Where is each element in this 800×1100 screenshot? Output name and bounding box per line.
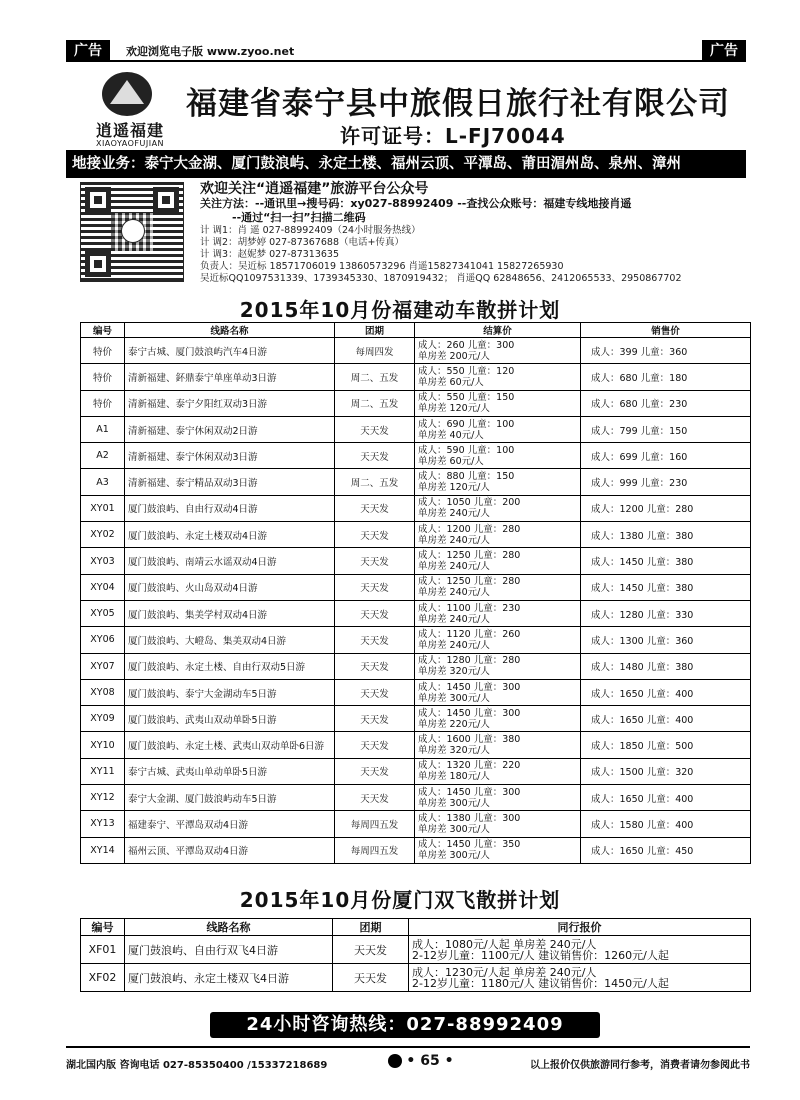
sell-price: 成人：1850 儿童：500 xyxy=(581,732,751,758)
route-code: XY14 xyxy=(81,837,125,863)
route-dates: 周二、五发 xyxy=(335,390,415,416)
route-code: XF01 xyxy=(81,936,125,964)
net-price-line: 成人：1280 儿童：280 xyxy=(418,655,521,667)
net-price xyxy=(415,364,581,390)
sell-price: 成人：1650 儿童：400 xyxy=(581,706,751,732)
page-number: • 65 • xyxy=(366,1053,476,1069)
route-dates: 天天发 xyxy=(335,600,415,626)
company-logo xyxy=(74,72,184,152)
follow-method-scan: --通过“扫一扫”扫描二维码 xyxy=(232,211,366,224)
table-row xyxy=(81,627,751,653)
footer-contact: 湖北国内版 咨询电话 027-85350400 /15337218689 xyxy=(66,1060,328,1071)
net-price xyxy=(415,785,581,811)
route-dates: 天天发 xyxy=(335,732,415,758)
flight-tour-table xyxy=(80,918,751,992)
contact-line: 计 调1：肖 遥 027-88992409（24小时服务热线） xyxy=(200,225,421,236)
sell-price: 成人：1450 儿童：380 xyxy=(581,548,751,574)
peer-price-line: 成人：1230元/人起 单房差 240元/人 xyxy=(412,965,597,979)
route-code: 特价 xyxy=(81,364,125,390)
net-price-line: 成人：550 儿童：120 xyxy=(418,365,515,377)
qr-center-logo-icon xyxy=(121,219,145,243)
table-row xyxy=(81,837,751,863)
peer-price-line: 成人：1080元/人起 单房差 240元/人 xyxy=(412,937,597,951)
net-price xyxy=(415,338,581,364)
route-name: 厦门鼓浪屿、永定土楼双飞4日游 xyxy=(125,964,333,992)
route-code: XY03 xyxy=(81,548,125,574)
route-name: 福建泰宁、平潭岛双动4日游 xyxy=(125,811,335,837)
net-price-line: 成人：1250 儿童：280 xyxy=(418,576,521,588)
single-room-supplement: 单房差 240元/人 xyxy=(418,613,490,625)
route-dates: 周二、五发 xyxy=(335,364,415,390)
single-room-supplement: 单房差 40元/人 xyxy=(418,429,484,441)
route-name: 厦门鼓浪屿、永定土楼、自由行双动5日游 xyxy=(125,653,335,679)
table-header-row xyxy=(81,323,751,338)
wechat-welcome: 欢迎关注“逍遥福建”旅游平台公众号 xyxy=(200,181,429,197)
net-price xyxy=(415,469,581,495)
table-row xyxy=(81,416,751,442)
table-row xyxy=(81,600,751,626)
route-code: XY06 xyxy=(81,627,125,653)
table-row xyxy=(81,936,751,964)
peer-price xyxy=(409,936,751,964)
qr-code-icon[interactable] xyxy=(80,182,184,282)
route-name: 厦门鼓浪屿、南靖云水谣双动4日游 xyxy=(125,548,335,574)
route-code: 特价 xyxy=(81,390,125,416)
sell-price: 成人：680 儿童：180 xyxy=(581,364,751,390)
net-price xyxy=(415,548,581,574)
table2-title: 2015年10月份厦门双飞散拼计划 xyxy=(239,888,561,912)
single-room-supplement: 单房差 300元/人 xyxy=(418,850,490,862)
page-badge-icon xyxy=(388,1054,402,1068)
table-row xyxy=(81,443,751,469)
net-price xyxy=(415,653,581,679)
sell-price: 成人：699 儿童：160 xyxy=(581,443,751,469)
net-price-line: 成人：1200 儿童：280 xyxy=(418,523,521,535)
route-dates: 天天发 xyxy=(335,443,415,469)
sell-price: 成人：680 儿童：230 xyxy=(581,390,751,416)
route-dates: 天天发 xyxy=(335,416,415,442)
single-room-supplement: 单房差 320元/人 xyxy=(418,745,490,757)
sell-price: 成人：1300 儿童：360 xyxy=(581,627,751,653)
single-room-supplement: 单房差 240元/人 xyxy=(418,508,490,520)
logo-name: 逍遥福建 xyxy=(95,121,164,140)
contact-line: 计 调3：赵妮梦 027-87313635 xyxy=(200,249,339,260)
route-dates: 天天发 xyxy=(335,706,415,732)
route-code: XY12 xyxy=(81,785,125,811)
col-peer-price: 同行报价 xyxy=(409,919,751,936)
contact-line: 负责人：吴近标 18571706019 13860573296 肖遥15827341041 15827265930 xyxy=(200,261,564,272)
contact-line: 吴近标QQ1097531339、1739345330、1870919432； 肖遥QQ 62848656、2412065533、2950867702 xyxy=(200,273,682,284)
route-name: 厦门鼓浪屿、集美学村双动4日游 xyxy=(125,600,335,626)
net-price xyxy=(415,679,581,705)
sell-price: 成人：1280 儿童：330 xyxy=(581,600,751,626)
route-name: 清新福建、泰宁精品双动3日游 xyxy=(125,469,335,495)
table-row xyxy=(81,338,751,364)
table-row xyxy=(81,964,751,992)
route-code: A2 xyxy=(81,443,125,469)
qr-finder-icon xyxy=(85,187,111,213)
route-dates: 天天发 xyxy=(335,495,415,521)
sell-price: 成人：1500 儿童：320 xyxy=(581,758,751,784)
single-room-supplement: 单房差 60元/人 xyxy=(418,455,484,467)
qr-finder-icon xyxy=(153,187,179,213)
net-price xyxy=(415,732,581,758)
follow-method: 关注方法：--通讯里→搜号码：xy027-88992409 --查找公众账号：福建专线地接肖遥 xyxy=(200,197,632,210)
route-code: XF02 xyxy=(81,964,125,992)
table-row xyxy=(81,495,751,521)
sell-price: 成人：1200 儿童：280 xyxy=(581,495,751,521)
single-room-supplement: 单房差 120元/人 xyxy=(418,403,490,415)
route-dates: 天天发 xyxy=(335,627,415,653)
sell-price: 成人：1580 儿童：400 xyxy=(581,811,751,837)
ad-tag-right: 广告 xyxy=(702,40,746,62)
route-name: 泰宁古城、武夷山单动单卧5日游 xyxy=(125,758,335,784)
col-dates: 团期 xyxy=(333,919,409,936)
route-name: 厦门鼓浪屿、永定土楼、武夷山双动单卧6日游 xyxy=(125,732,335,758)
route-dates: 每周四五发 xyxy=(335,837,415,863)
table-row xyxy=(81,548,751,574)
single-room-supplement: 单房差 300元/人 xyxy=(418,823,490,835)
net-price-line: 成人：1250 儿童：280 xyxy=(418,550,521,562)
table-row xyxy=(81,574,751,600)
contact-line: 计 调2：胡梦婷 027-87367688（电话+传真） xyxy=(200,237,404,248)
logo-name-en: XIAOYAOFUJIAN xyxy=(95,139,165,148)
single-room-supplement: 单房差 240元/人 xyxy=(418,561,490,573)
net-price-line: 成人：1450 儿童：350 xyxy=(418,839,521,851)
sell-price: 成人：1380 儿童：380 xyxy=(581,522,751,548)
single-room-supplement: 单房差 240元/人 xyxy=(418,639,490,651)
net-price xyxy=(415,811,581,837)
col-net-price: 结算价 xyxy=(415,323,581,338)
top-ad-bar xyxy=(66,40,746,62)
col-route: 线路名称 xyxy=(125,919,333,936)
route-code: XY01 xyxy=(81,495,125,521)
net-price-line: 成人：880 儿童：150 xyxy=(418,471,515,483)
train-tour-table xyxy=(80,322,751,864)
hotline-banner: 24小时咨询热线：027-88992409 xyxy=(210,1012,600,1038)
route-dates: 天天发 xyxy=(333,964,409,992)
route-code: XY13 xyxy=(81,811,125,837)
net-price-line: 成人：1050 儿童：200 xyxy=(418,497,521,509)
route-code: XY02 xyxy=(81,522,125,548)
net-price-line: 成人：590 儿童：100 xyxy=(418,444,515,456)
col-route: 线路名称 xyxy=(125,323,335,338)
route-code: XY11 xyxy=(81,758,125,784)
route-name: 清新福建、鈈鼎泰宁单座单动3日游 xyxy=(125,364,335,390)
license-number: 许可证号：L-FJ70044 xyxy=(340,124,566,148)
net-price xyxy=(415,758,581,784)
single-room-supplement: 单房差 60元/人 xyxy=(418,376,484,388)
route-code: XY08 xyxy=(81,679,125,705)
table-row xyxy=(81,811,751,837)
sell-price: 成人：1450 儿童：380 xyxy=(581,574,751,600)
net-price xyxy=(415,416,581,442)
net-price-line: 成人：690 儿童：100 xyxy=(418,418,515,430)
net-price xyxy=(415,522,581,548)
net-price xyxy=(415,627,581,653)
route-dates: 天天发 xyxy=(335,679,415,705)
single-room-supplement: 单房差 300元/人 xyxy=(418,797,490,809)
route-name: 厦门鼓浪屿、火山岛双动4日游 xyxy=(125,574,335,600)
route-dates: 天天发 xyxy=(335,785,415,811)
route-name: 清新福建、泰宁休闲双动3日游 xyxy=(125,443,335,469)
route-code: XY04 xyxy=(81,574,125,600)
route-name: 清新福建、泰宁休闲双动2日游 xyxy=(125,416,335,442)
site-url: 欢迎浏览电子版 www.zyoo.net xyxy=(126,45,295,58)
route-code: A1 xyxy=(81,416,125,442)
table-row xyxy=(81,785,751,811)
col-code: 编号 xyxy=(81,919,125,936)
table-row xyxy=(81,679,751,705)
route-dates: 天天发 xyxy=(335,758,415,784)
route-dates: 每周四五发 xyxy=(335,811,415,837)
table-row xyxy=(81,653,751,679)
route-code: 特价 xyxy=(81,338,125,364)
route-name: 清新福建、泰宁夕阳红双动3日游 xyxy=(125,390,335,416)
ad-tag-left: 广告 xyxy=(66,40,110,62)
sell-price: 成人：999 儿童：230 xyxy=(581,469,751,495)
table-row xyxy=(81,522,751,548)
route-name: 厦门鼓浪屿、永定土楼双动4日游 xyxy=(125,522,335,548)
single-room-supplement: 单房差 120元/人 xyxy=(418,482,490,494)
route-name: 厦门鼓浪屿、泰宁大金湖动车5日游 xyxy=(125,679,335,705)
route-dates: 天天发 xyxy=(335,522,415,548)
sell-price: 成人：1650 儿童：400 xyxy=(581,679,751,705)
col-code: 编号 xyxy=(81,323,125,338)
table-row xyxy=(81,706,751,732)
net-price-line: 成人：1450 儿童：300 xyxy=(418,681,521,693)
route-dates: 天天发 xyxy=(335,548,415,574)
route-dates: 天天发 xyxy=(335,653,415,679)
net-price-line: 成人：1120 儿童：260 xyxy=(418,628,521,640)
logo-peak-icon xyxy=(110,80,144,104)
route-name: 厦门鼓浪屿、大嶝岛、集美双动4日游 xyxy=(125,627,335,653)
net-price xyxy=(415,574,581,600)
single-room-supplement: 单房差 240元/人 xyxy=(418,587,490,599)
route-code: XY05 xyxy=(81,600,125,626)
route-code: XY10 xyxy=(81,732,125,758)
company-name: 福建省泰宁县中旅假日旅行社有限公司 xyxy=(186,86,730,122)
single-room-supplement: 单房差 320元/人 xyxy=(418,666,490,678)
route-dates: 天天发 xyxy=(333,936,409,964)
single-room-supplement: 单房差 220元/人 xyxy=(418,718,490,730)
route-code: XY07 xyxy=(81,653,125,679)
table-row xyxy=(81,732,751,758)
net-price-line: 成人：1100 儿童：230 xyxy=(418,602,521,614)
net-price xyxy=(415,837,581,863)
route-name: 泰宁大金湖、厦门鼓浪屿动车5日游 xyxy=(125,785,335,811)
route-code: XY09 xyxy=(81,706,125,732)
net-price xyxy=(415,706,581,732)
single-room-supplement: 单房差 200元/人 xyxy=(418,350,490,362)
route-dates: 天天发 xyxy=(335,574,415,600)
page-number-value: 65 xyxy=(420,1053,440,1069)
net-price xyxy=(415,390,581,416)
peer-price xyxy=(409,964,751,992)
route-name: 厦门鼓浪屿、自由行双动4日游 xyxy=(125,495,335,521)
single-room-supplement: 单房差 240元/人 xyxy=(418,534,490,546)
net-price-line: 成人：260 儿童：300 xyxy=(418,339,515,351)
sell-price: 成人：1650 儿童：450 xyxy=(581,837,751,863)
sell-price: 成人：399 儿童：360 xyxy=(581,338,751,364)
net-price xyxy=(415,443,581,469)
business-banner: 地接业务：泰宁大金湖、厦门鼓浪屿、永定土楼、福州云顶、平潭岛、莆田湄州岛、泉州、漳州 xyxy=(66,150,746,178)
route-dates: 每周四发 xyxy=(335,338,415,364)
single-room-supplement: 单房差 300元/人 xyxy=(418,692,490,704)
route-dates: 周二、五发 xyxy=(335,469,415,495)
route-name: 厦门鼓浪屿、自由行双飞4日游 xyxy=(125,936,333,964)
route-code: A3 xyxy=(81,469,125,495)
footer xyxy=(66,1046,750,1072)
qr-finder-icon xyxy=(85,251,111,277)
net-price-line: 成人：1450 儿童：300 xyxy=(418,707,521,719)
col-sell-price: 销售价 xyxy=(581,323,751,338)
sell-price: 成人：799 儿童：150 xyxy=(581,416,751,442)
route-name: 泰宁古城、厦门鼓浪屿汽车4日游 xyxy=(125,338,335,364)
sell-price: 成人：1650 儿童：400 xyxy=(581,785,751,811)
net-price xyxy=(415,495,581,521)
table-row xyxy=(81,390,751,416)
route-name: 厦门鼓浪屿、武夷山双动单卧5日游 xyxy=(125,706,335,732)
table-header-row xyxy=(81,919,751,936)
table-row xyxy=(81,364,751,390)
peer-price-line: 2-12岁儿童：1180元/人 建议销售价：1450元/人起 xyxy=(412,976,669,990)
col-dates: 团期 xyxy=(335,323,415,338)
single-room-supplement: 单房差 180元/人 xyxy=(418,771,490,783)
table1-title: 2015年10月份福建动车散拼计划 xyxy=(239,298,561,322)
table-row xyxy=(81,469,751,495)
net-price-line: 成人：1450 儿童：300 xyxy=(418,786,521,798)
route-name: 福州云顶、平潭岛双动4日游 xyxy=(125,837,335,863)
net-price-line: 成人：1600 儿童：380 xyxy=(418,734,521,746)
peer-price-line: 2-12岁儿童：1100元/人 建议销售价：1260元/人起 xyxy=(412,948,669,962)
net-price xyxy=(415,600,581,626)
footer-disclaimer: 以上报价仅供旅游同行参考，消费者请勿参阅此书 xyxy=(530,1060,750,1071)
table-row xyxy=(81,758,751,784)
sell-price: 成人：1480 儿童：380 xyxy=(581,653,751,679)
net-price-line: 成人：550 儿童：150 xyxy=(418,392,515,404)
net-price-line: 成人：1320 儿童：220 xyxy=(418,760,521,772)
net-price-line: 成人：1380 儿童：300 xyxy=(418,812,521,824)
contact-info xyxy=(200,182,748,285)
